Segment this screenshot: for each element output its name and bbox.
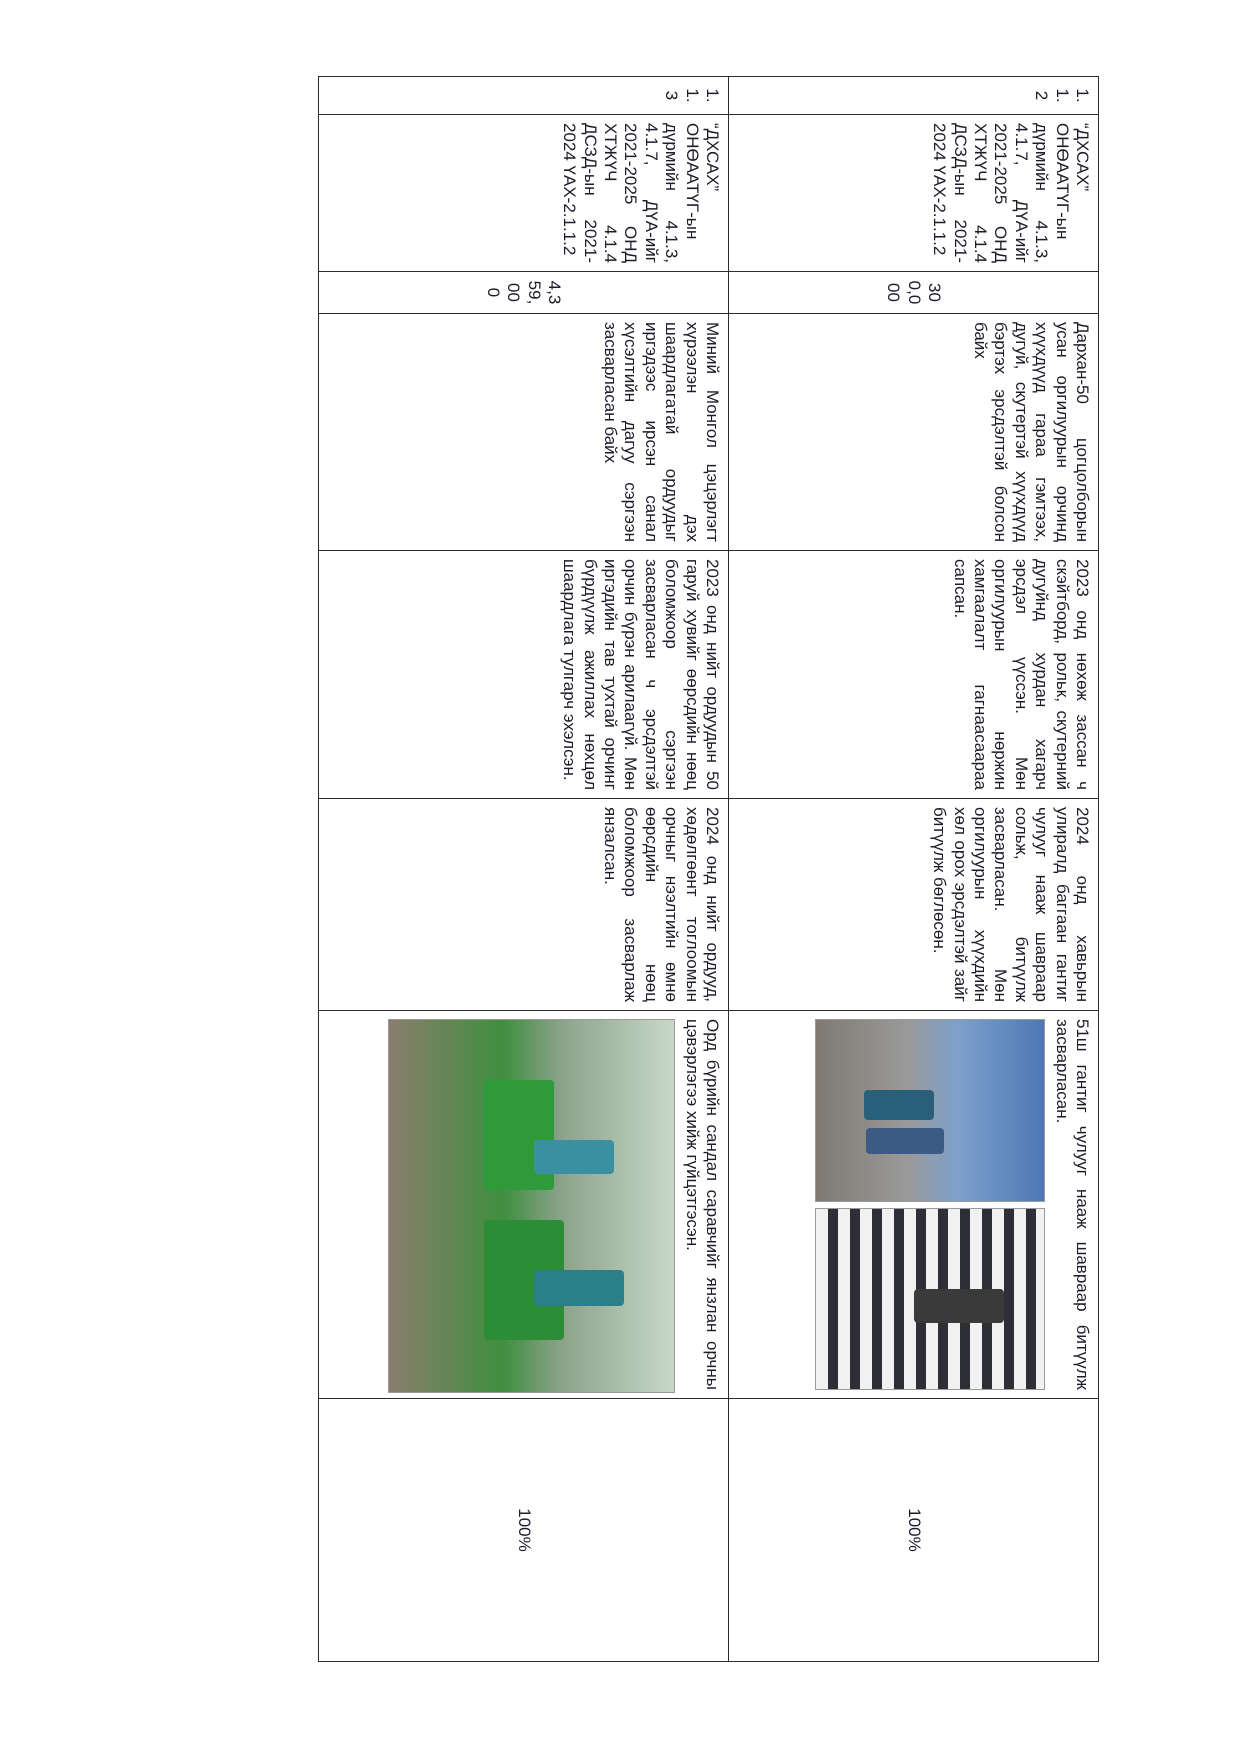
budget-amount: 4,359,000 [319, 272, 729, 314]
photo-caption: Орд бүрийн сандал саравчийг янзлан орчны цэвэрлэгээ хийж гүйцэтгэсэн. [682, 1019, 722, 1390]
completion-percent: 100% [729, 1399, 1099, 1662]
regulation-reference: “ДХСАХ” ОНӨААТҮГ-ын дүрмийн 4.1.3, 4.1.7, ДҮА-ийг 2021-2025 ОНД ХТЖҮЧ 4.1.4 ДСЗД-ын 2021-2024 ҮАХ-2.1.1.2 [319, 115, 729, 272]
problem-description: Миний Монгол цэцэрлэгт хүрээлэн дэх шаардлагатай ордуудыг иргэдээс ирсэн санал хүсэлтийн дагуу сэргээн засварласан байх [319, 314, 729, 551]
table-row [729, 77, 1099, 1662]
work-2023: 2023 онд нийт ордуудын 50 гаруй хувийг өөрсдийн нөөц боломжоор сэргээн засварласан ч эрсдэлтэй орчин бүрэн арилаагүй. Мөн иргэдийн тав тухтай орчинг бүрдүүлж ажиллах нөхцөл шаардлага тулгарч эхэлсэн. [319, 551, 729, 799]
photo-caption: 51ш гантиг чулууг нааж шавраар битүүлж засварласан. [1052, 1019, 1092, 1390]
row-index: 1.1.3 [319, 77, 729, 115]
work-2024: 2024 онд нийт ордууд, хөдөлгөөнт тоглоомын орчныг нээлтийн өмнө өөрсдийн нөөц боломжоор засварлаж янзалсан. [319, 799, 729, 1011]
fountain-repair-photo [815, 1019, 1045, 1202]
problem-description: Дархан-50 цогцолборын усан оргилуурын орчинд хүүхдүүд гараа гэмтээх, дугуй, скутертэй хүүхдүүд бэртэх эрсдэлтэй болсон байх [729, 314, 1099, 551]
budget-amount: 300,000 [729, 272, 1099, 314]
fountain-tiles-photo [815, 1208, 1045, 1391]
rotated-document [319, 76, 1099, 1661]
completion-percent: 100% [319, 1399, 729, 1662]
table-row [319, 77, 729, 1662]
park-benches-repair-photo [388, 1019, 675, 1393]
photo-cell [319, 1011, 729, 1399]
row-index: 1.1.2 [729, 77, 1099, 115]
photo-cell [729, 1011, 1099, 1399]
work-2023: 2023 онд нөхөж зассан ч скэйтборд, рольк, скутерний дугуйнд хурдан хагарч эрсдэл үүссэн. Мөн оргилуурын нөржин хамгаалалт гагнаасаараа сапсан. [729, 551, 1099, 799]
report-table [318, 76, 1099, 1662]
regulation-reference: “ДХСАХ” ОНӨААТҮГ-ын дүрмийн 4.1.3, 4.1.7, ДҮА-ийг 2021-2025 ОНД ХТЖҮЧ 4.1.4 ДСЗД-ын 2021-2024 ҮАХ-2.1.1.2 [729, 115, 1099, 272]
work-2024: 2024 онд хавьрын улиралд баггаан гантиг чулууг нааж шавраар сольж, битүүлж засварласан. Мөн оргилуурын хүүхдийн хөл орох эрсдэлтэй зайг битүүлж бөглөсөн. [729, 799, 1099, 1011]
